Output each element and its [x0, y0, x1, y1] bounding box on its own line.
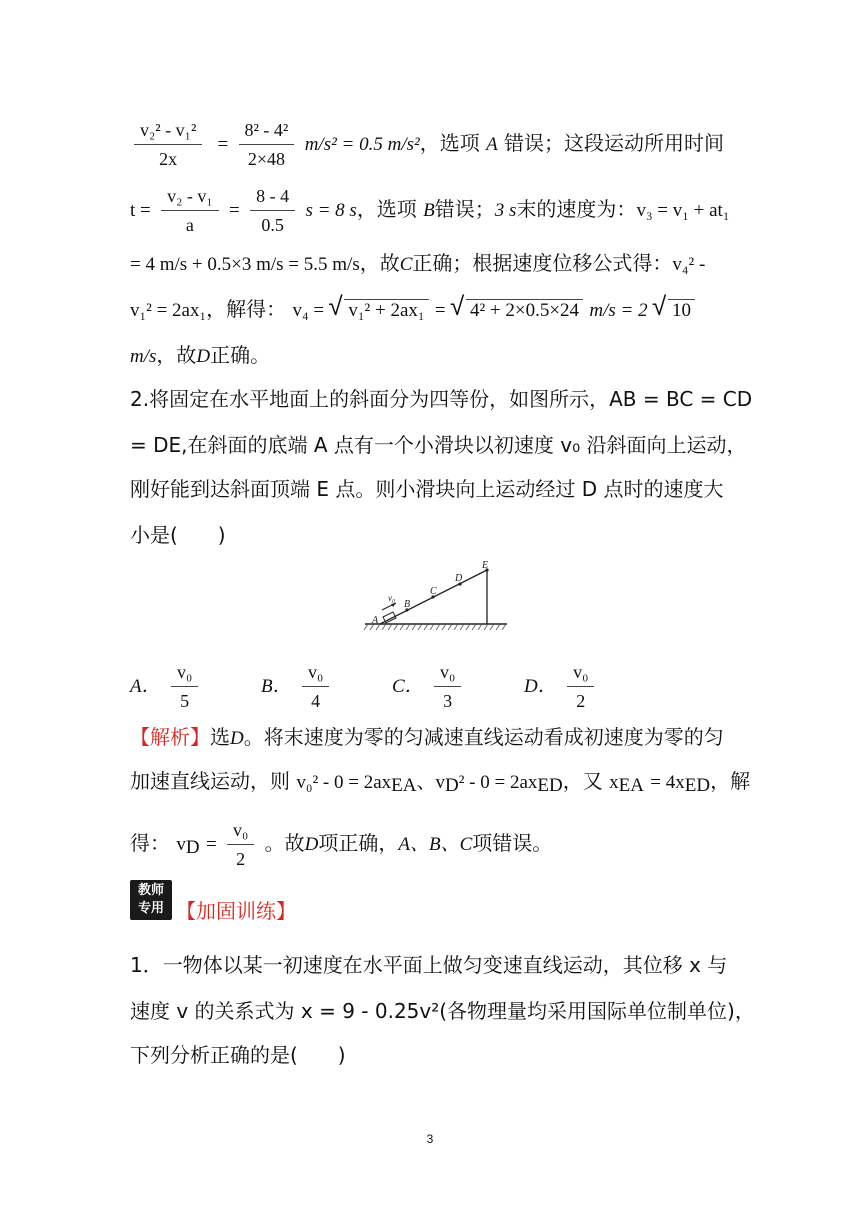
question-2-line-2: = DE,在斜面的底端 A 点有一个小滑块以初速度 v₀ 沿斜面向上运动，: [130, 433, 747, 457]
fraction: $\frac{\text{v₂ - v₁}}{a}$: [161, 184, 219, 237]
fraction: $\frac{\text{v₀}}{5}$: [171, 660, 198, 713]
option-d: D．: [523, 676, 557, 697]
fraction: $\frac{\text{8² - 4²}}{2\times 48}$: [239, 118, 295, 171]
fraction: $\frac{8 - 4}{0.5}$: [250, 184, 295, 237]
solution-line-3: = 4 m/s + 0.5×3 m/s = 5.5 m/s，故C正确；根据速度位移公式得：v₄² -: [130, 251, 706, 275]
reinforcement-title: 【加固训练】: [176, 899, 296, 923]
options-row: [130, 660, 732, 713]
teacher-only-badge: 教师 专用: [130, 880, 172, 920]
fraction: $\frac{\text{v₀}}{2}$: [567, 660, 594, 713]
solution-line-4: v₁² = 2ax₁，解得： v₄ = √ v₁² + 2ax₁ = √ 4² + 2×0.5×24 m/s = 2 √ 10: [130, 294, 732, 326]
fraction: $\frac{\text{v₀}}{2}$: [227, 818, 254, 871]
option-b: B．: [260, 676, 292, 697]
analysis-line-3: 得： $v_D$ = $\frac{\text{v₀}}{2}$ 。故D项正确，A、B、C项错误。: [130, 820, 553, 869]
reinforce-question-line-3: 下列分析正确的是( ): [130, 1043, 346, 1067]
analysis-tag: 【解析】: [130, 725, 210, 749]
analysis-line-2: 加速直线运动，则 $v_0^2 - 0 = 2ax_{EA}$、$v_D^2 - 0 = 2ax_{ED}$，又 $x_{EA} = 4x_{ED}$，解: [130, 769, 751, 796]
solution-line-1: $\frac{\text{v₂² - v₁²}}{2x}$ = $\frac{\text{8² - 4²}}{2\times 48}$ m/s² = 0.5 m/s²，选项 A 错误；这段运动所用时间: [130, 118, 732, 171]
label-b: B: [404, 599, 411, 610]
reinforce-question-line-2: 速度 v 的关系式为 x = 9 - 0.25v²(各物理量均采用国际单位制单位)，: [130, 999, 755, 1023]
label-d: D: [455, 573, 463, 584]
question-2-line-1: 2.将固定在水平地面上的斜面分为四等份，如图所示，AB = BC = CD: [130, 387, 753, 411]
sqrt-expression: √ 10: [654, 296, 695, 326]
option-a: A．: [130, 676, 161, 697]
fraction: $\frac{\text{v₀}}{4}$: [302, 660, 329, 713]
analysis-line-1: 【解析】选D。将末速度为零的匀减速直线运动看成初速度为零的匀: [130, 725, 724, 749]
sqrt-expression: √ 4² + 2×0.5×24: [452, 296, 583, 326]
page-number: 3: [426, 1132, 434, 1146]
label-a: A: [372, 615, 379, 626]
fraction: $\frac{\text{v₂² - v₁²}}{2x}$: [134, 118, 202, 171]
fraction: $\frac{\text{v₀}}{3}$: [434, 660, 461, 713]
label-v0: v₀: [388, 593, 396, 603]
solution-line-5: m/s，故D正确。: [130, 343, 271, 367]
question-2-line-4: 小是( ): [130, 523, 226, 547]
question-2-line-3: 刚好能到达斜面顶端 E 点。则小滑块向上运动经过 D 点时的速度大: [130, 477, 724, 501]
solution-line-2: t = $\frac{\text{v₂ - v₁}}{a}$ = $\frac{8 - 4}{0.5}$ s = 8 s，选项 B错误；3 s末的速度为：v₃ = v₁ + at₁: [130, 186, 730, 235]
label-e: E: [482, 560, 489, 571]
incline-figure: [360, 560, 510, 634]
reinforce-question-line-1: 1．一物体以某一初速度在水平面上做匀变速直线运动，其位移 x 与: [130, 953, 728, 977]
label-c: C: [430, 586, 437, 597]
sqrt-expression: √ v₁² + 2ax₁: [330, 296, 428, 326]
option-c: C．: [391, 676, 424, 697]
